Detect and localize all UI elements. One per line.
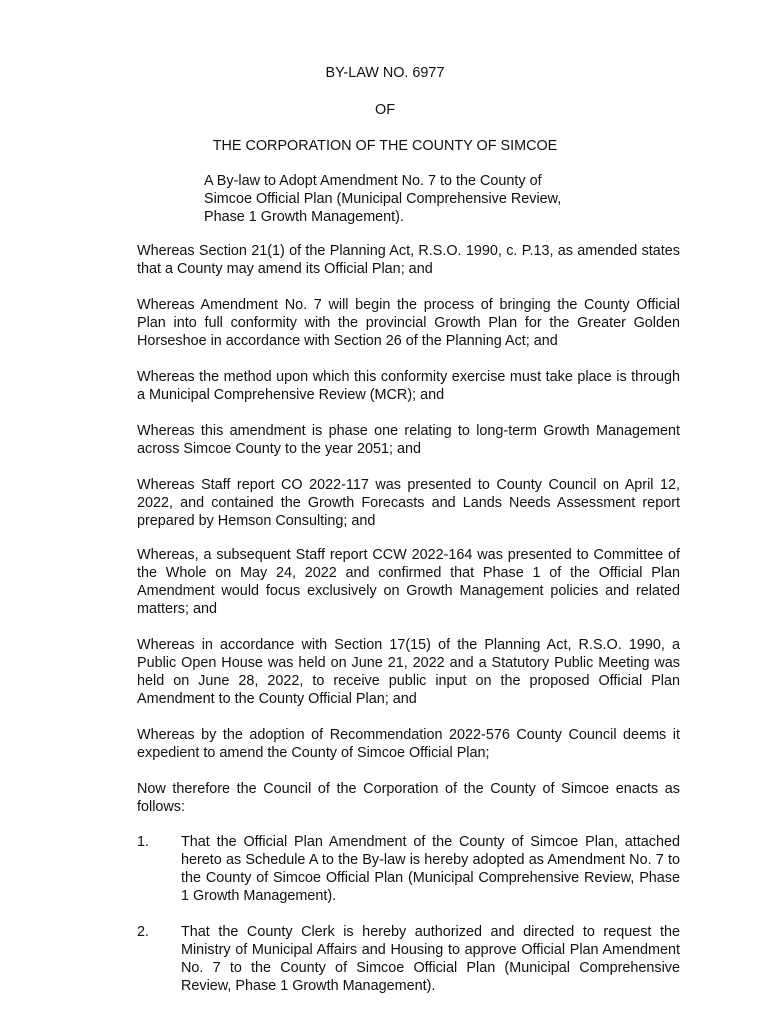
bylaw-subtitle — [204, 173, 604, 227]
list-item — [137, 924, 680, 996]
item-number: 1. — [137, 834, 150, 850]
corporation-title: THE CORPORATION OF THE COUNTY OF SIMCOE — [212, 138, 558, 154]
whereas-paragraph: Whereas Amendment No. 7 will begin the process of bringing the County Official Plan into full conformity with the provincial Growth Plan for the Greater Golden Horseshoe in accordance with Section 26 of the Planning Act; and — [137, 297, 680, 349]
whereas-paragraph: Whereas, a subsequent Staff report CCW 2022-164 was presented to Committee of the Whole on May 24, 2022 and confirmed that Phase 1 of the Official Plan Amendment would focus exclusively on Growth Management policies and related matters; and — [137, 547, 680, 617]
whereas-paragraph: Whereas Section 21(1) of the Planning Act, R.S.O. 1990, c. P.13, as amended states that a County may amend its Official Plan; and — [137, 243, 680, 277]
whereas-paragraph: Whereas in accordance with Section 17(15) of the Planning Act, R.S.O. 1990, a Public Open House was held on June 21, 2022 and a Statutory Public Meeting was held on June 28, 2022, to receive public input on the proposed Official Plan Amendment to the County Official Plan; and — [137, 637, 680, 707]
enactment-clause: Now therefore the Council of the Corporation of the County of Simcoe enacts as follows: — [137, 781, 680, 815]
bylaw-number: BY-LAW NO. 6977 — [325, 65, 445, 81]
item-number: 2. — [137, 924, 150, 940]
list-item — [137, 834, 680, 906]
whereas-paragraph: Whereas by the adoption of Recommendation 2022-576 County Council deems it expedient to amend the County of Simcoe Official Plan; — [137, 727, 680, 761]
item-text: That the Official Plan Amendment of the County of Simcoe Plan, attached hereto as Schedule A to the By-law is hereby adopted as Amendment No. 7 to the County of Simcoe Official Plan (Municipal Comprehensive Review, Phase 1 Growth Management). — [181, 834, 680, 904]
whereas-paragraph: Whereas the method upon which this conformity exercise must take place is through a Municipal Comprehensive Review (MCR); and — [137, 369, 680, 403]
subtitle-line: Phase 1 Growth Management). — [204, 208, 404, 225]
item-text: That the County Clerk is hereby authorized and directed to request the Ministry of Municipal Affairs and Housing to approve Official Plan Amendment No. 7 to the County of Simcoe Official Plan (Municipal Comprehensive Review, Phase 1 Growth Management). — [181, 924, 680, 994]
whereas-paragraph: Whereas this amendment is phase one relating to long-term Growth Management across Simcoe County to the year 2051; and — [137, 423, 680, 457]
whereas-paragraph: Whereas Staff report CO 2022-117 was presented to County Council on April 12, 2022, and contained the Growth Forecasts and Lands Needs Assessment report prepared by Hemson Consulting; and — [137, 477, 680, 529]
heading-of: OF — [375, 102, 395, 118]
subtitle-line: Simcoe Official Plan (Municipal Comprehensive Review, — [204, 190, 562, 207]
subtitle-line: A By-law to Adopt Amendment No. 7 to the County of — [204, 173, 542, 189]
